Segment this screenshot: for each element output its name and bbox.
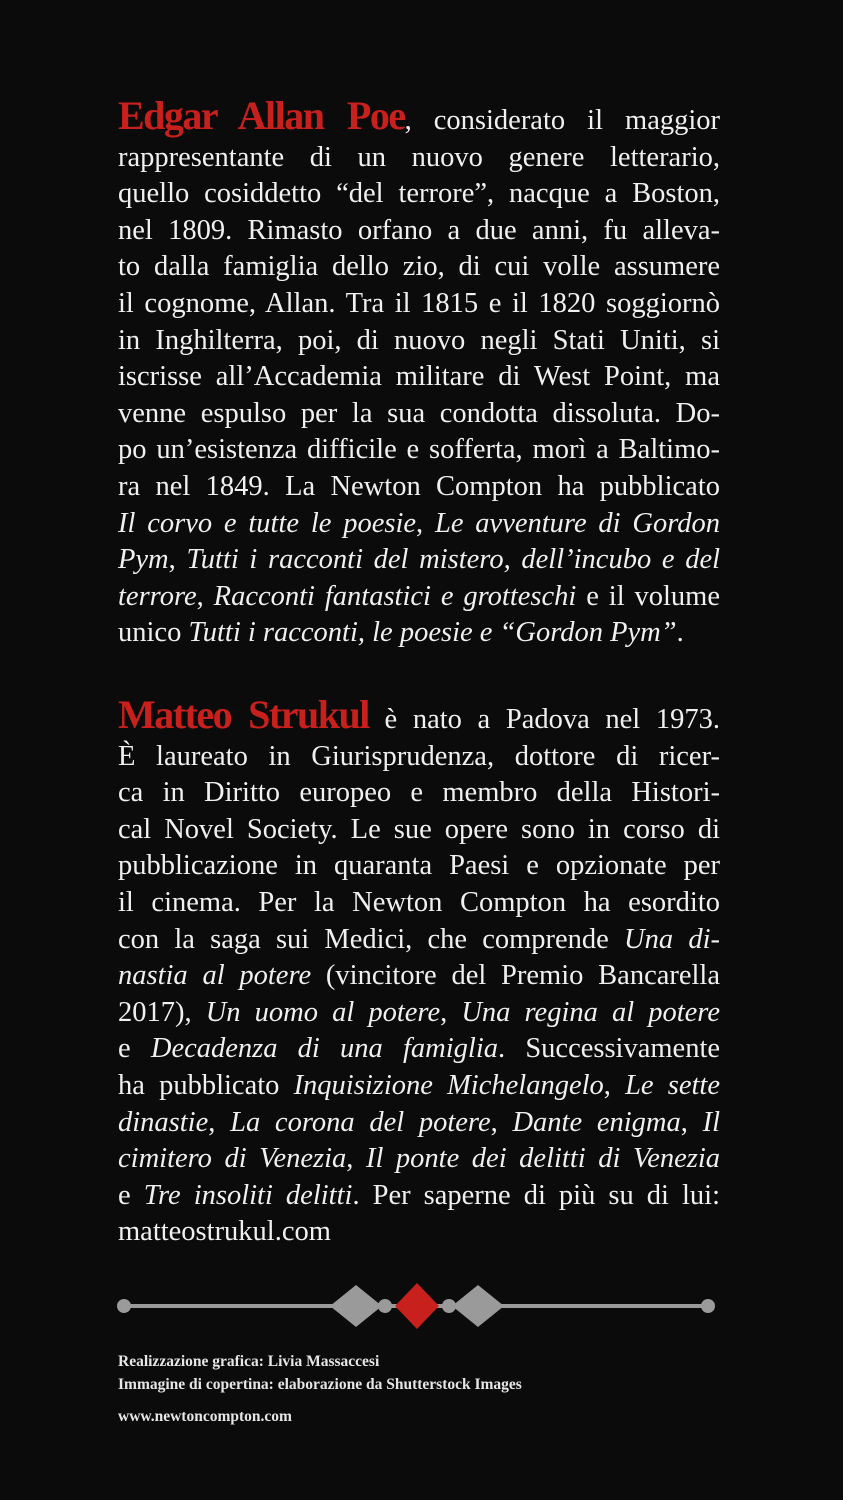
cover-image-credit: Immagine di copertina: elaborazione da Shutterstock Images (118, 1376, 522, 1393)
book-title: Tutti i racconti, le poesie e “Gordon Pym” (188, 617, 677, 649)
text-line: unico Tutti i racconti, le poesie e “Gordon Pym”. (118, 617, 684, 649)
book-title: Decadenza di una famiglia (150, 1033, 498, 1065)
text-line: Pym, Tutti i racconti del mistero, dell’incubo e del (118, 544, 721, 576)
ornament-end-dot (117, 1299, 131, 1313)
text-line: cimitero di Venezia, Il ponte dei delitti di Venezia (118, 1143, 720, 1175)
text-line: cal Novel Society. Le sue opere sono in corso di (118, 813, 720, 845)
ornament-diamond-right (452, 1285, 504, 1327)
book-title: Le avventure di Gordon (434, 507, 721, 539)
publisher-url: www.newtoncompton.com (118, 1408, 292, 1425)
strukul-biography: Matteo Strukul è nato a Padova nel 1973. È laureato in Giurisprudenza, dottore di ricer- ca in Diritto europeo e membro della Histori- cal Novel Society. Le sue opere sono in corso di pubblicazione in quaranta Paesi e opzionate per il cinema. Per la Newton Compton ha esordito con la saga sui Medici, che comprende Una di- nastia al potere (vincitore del Premio Bancarella 2017), Un uomo al potere, Una regina al potere e Decadenza di una famiglia. Successivamente ha pubblicato Inquisizione Michelangelo, Le sette dinastie, La corona del potere, Dante enigma, Il cimitero di Venezia, Il ponte dei delitti di Venezia e Tre insoliti delitti. Per saperne di più su di lui: matteostrukul.com (118, 697, 720, 1251)
book-title: Il ponte dei delitti di Venezia (365, 1143, 720, 1175)
author-name-poe: Edgar Allan Poe (118, 93, 405, 138)
ornament-diamond-center (395, 1283, 439, 1329)
text-line: ra nel 1849. La Newton Compton ha pubblicato (118, 470, 720, 502)
text-line: il cinema. Per la Newton Compton ha esordito (118, 886, 720, 918)
book-title: Inquisizione Michelangelo (293, 1069, 604, 1101)
text-line: ha pubblicato Inquisizione Michelangelo, Le sette (118, 1069, 720, 1101)
text-line: nel 1809. Rimasto orfano a due anni, fu alleva- (118, 214, 720, 246)
text-line: e Decadenza di una famiglia. Successivamente (118, 1033, 721, 1065)
credits (118, 1350, 522, 1428)
book-title: Un uomo al potere (205, 996, 441, 1028)
book-title: dinastie (118, 1106, 209, 1138)
book-title: Dante enigma (512, 1106, 681, 1138)
book-title: Pym (118, 544, 169, 576)
author-name-strukul: Matteo Strukul (118, 692, 369, 737)
book-title: Una regina al potere (461, 996, 720, 1028)
book-title: cimitero di Venezia (118, 1143, 347, 1175)
text-line: con la saga sui Medici, che comprende Una di- (118, 923, 720, 955)
book-title: Tutti i racconti del mistero, dell’incubo e del (186, 544, 721, 576)
text-line: 2017), Un uomo al potere, Una regina al potere (118, 996, 720, 1028)
text-line: pubblicazione in quaranta Paesi e opzionate per (118, 850, 720, 882)
ornament-diamond-left (330, 1285, 382, 1327)
ornament-end-dot (701, 1299, 715, 1313)
book-title: Il corvo e tutte le poesie (118, 507, 417, 539)
poe-biography: Edgar Allan Poe, considerato il maggior rappresentante di un nuovo genere letterario, quello cosiddetto “del terrore”, nacque a Boston, nel 1809. Rimasto orfano a due anni, fu alleva- to dalla famiglia dello zio, di cui volle assumere il cognome, Allan. Tra il 1815 e il 1820 soggiornò in Inghilterra, poi, di nuovo negli Stati Uniti, si iscrisse all’Accademia militare di West Point, ma venne espulso per la sua condotta dissoluta. Do- po un’esistenza difficile e sofferta, morì a Baltimo- ra nel 1849. La Newton Compton ha pubblicato Il corvo e tutte le poesie, Le avventure di Gordon Pym, Tutti i racconti del mistero, dell’incubo e del terrore, Racconti fantastici e grotteschi e il volume unico Tutti i racconti, le poesie e “Gordon Pym”. (118, 98, 720, 652)
book-title: La corona del potere (230, 1106, 491, 1138)
ornament-dot (442, 1299, 456, 1313)
ornament-divider (112, 1280, 722, 1332)
text-line: po un’esistenza difficile e sofferta, morì a Baltimo- (118, 434, 720, 466)
book-title: Tre insoliti delitti (143, 1179, 353, 1211)
text-line: rappresentante di un nuovo genere letterario, (118, 141, 720, 173)
text-line: e Tre insoliti delitti. Per saperne di più su di lui: (118, 1179, 721, 1211)
graphic-design-credit: Realizzazione grafica: Livia Massaccesi (118, 1353, 380, 1370)
text-line: terrore, Racconti fantastici e grotteschi e il volume (118, 580, 720, 612)
text-line: dinastie, La corona del potere, Dante enigma, Il (118, 1106, 720, 1138)
text-line: Il corvo e tutte le poesie, Le avventure di Gordon (118, 507, 721, 539)
text-line: È laureato in Giurisprudenza, dottore di ricer- (118, 740, 720, 772)
text-line: il cognome, Allan. Tra il 1815 e il 1820 soggiornò (118, 287, 720, 319)
book-title: terrore (118, 580, 197, 612)
book-title: Il (702, 1106, 720, 1138)
text-line: iscrisse all’Accademia militare di West Point, ma (118, 361, 720, 393)
book-title: nastia al potere (118, 960, 312, 992)
author-website: matteostrukul.com (118, 1216, 331, 1248)
text-line: in Inghilterra, poi, di nuovo negli Stati Uniti, si (118, 324, 720, 356)
book-title: Racconti fantastici e grotteschi (213, 580, 577, 612)
book-title: Le sette (625, 1069, 720, 1101)
book-title: Una di- (624, 923, 720, 955)
text-line: venne espulso per la sua condotta dissoluta. Do- (118, 397, 720, 429)
text-line: ca in Diritto europeo e membro della Histori- (118, 777, 720, 809)
text-line: nastia al potere (vincitore del Premio Bancarella (118, 960, 720, 992)
text-line: to dalla famiglia dello zio, di cui volle assumere (118, 251, 720, 283)
text-line: quello cosiddetto “del terrore”, nacque a Boston, (118, 178, 720, 210)
ornament-dot (378, 1299, 392, 1313)
